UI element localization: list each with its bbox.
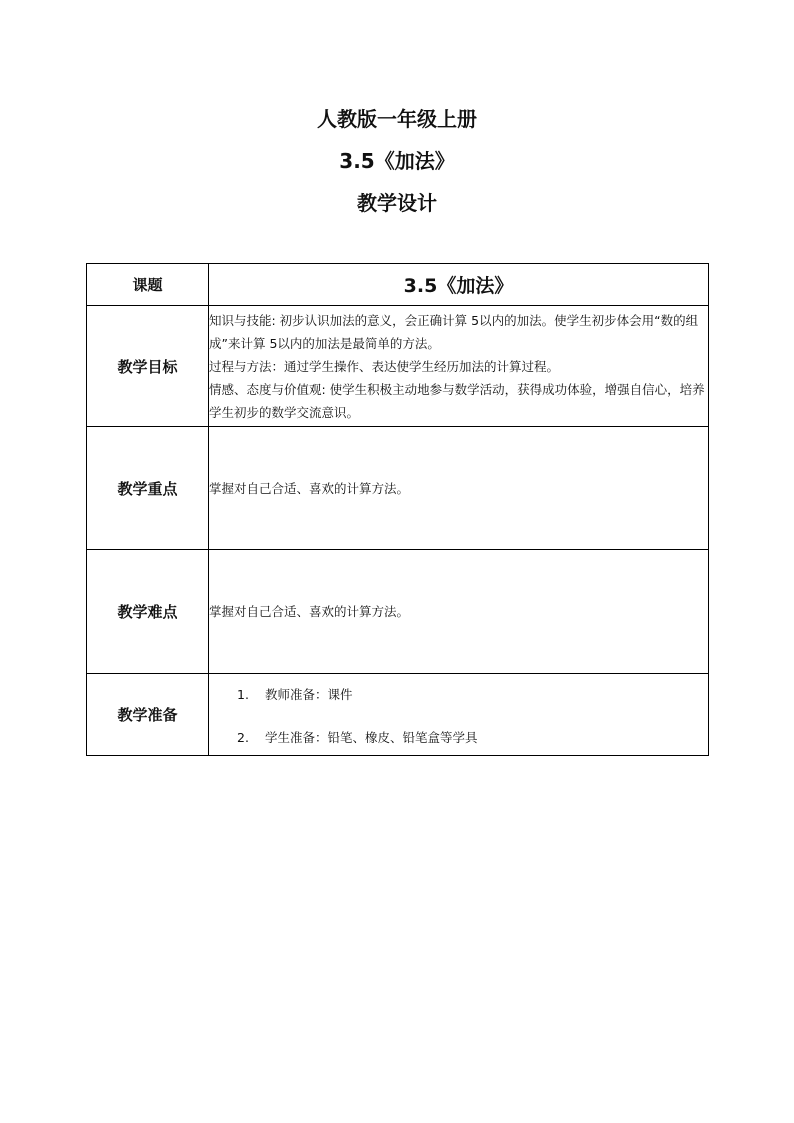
lesson-plan-table (86, 263, 709, 756)
preparation-label: 教学准备 (87, 674, 209, 756)
table-row-difficulties (87, 550, 709, 674)
goals-label: 教学目标 (87, 306, 209, 427)
key-points-content: 掌握对自己合适、喜欢的计算方法。 (209, 427, 709, 550)
list-item-text: 学生准备：铅笔、橡皮、铅笔盒等学具 (265, 729, 478, 745)
list-item (209, 680, 708, 708)
list-item-text: 教师准备：课件 (265, 686, 353, 702)
table-row-topic (87, 264, 709, 306)
table-row-goals (87, 306, 709, 427)
difficulties-content: 掌握对自己合适、喜欢的计算方法。 (209, 550, 709, 674)
list-item (209, 723, 708, 751)
table-row-key-points (87, 427, 709, 550)
title-design: 教学设计 (357, 191, 437, 215)
difficulties-label: 教学难点 (87, 550, 209, 674)
title-lesson: 3.5《加法》 (339, 149, 455, 173)
goal-process: 过程与方法：通过学生操作、表达使学生经历加法的计算过程。 (209, 358, 560, 374)
document-title (0, 104, 794, 230)
title-grade: 人教版一年级上册 (317, 107, 477, 131)
table-row-preparation (87, 674, 709, 756)
key-points-label: 教学重点 (87, 427, 209, 550)
list-item-number: 1. (237, 686, 249, 702)
topic-value: 3.5《加法》 (209, 264, 709, 306)
topic-label: 课题 (87, 264, 209, 306)
preparation-list (209, 678, 708, 751)
goals-content (209, 306, 709, 427)
goal-attitude: 情感、态度与价值观: 使学生积极主动地参与数学活动，获得成功体验，增强自信心，培养学生初步的数学交流意识。 (209, 381, 705, 420)
list-item-number: 2. (237, 729, 249, 745)
preparation-content (209, 674, 709, 756)
goal-knowledge: 知识与技能: 初步认识加法的意义，会正确计算 5以内的加法。使学生初步体会用“数的组成”来计算 5以内的加法是最简单的方法。 (209, 312, 699, 351)
